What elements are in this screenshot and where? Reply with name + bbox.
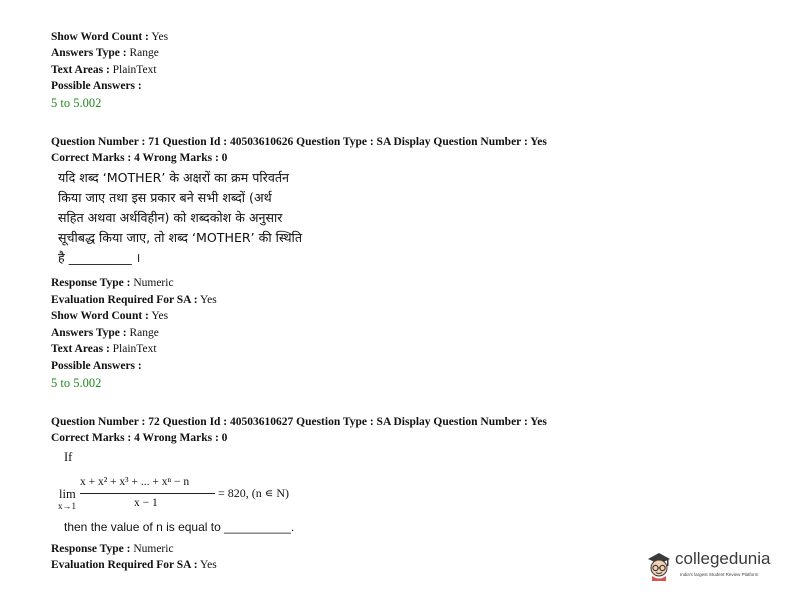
text-areas-row xyxy=(51,63,157,77)
q71-text-line-4: सूचीबद्ध किया जाए, तो शब्द ‘MOTHER’ की स्थिति xyxy=(58,230,302,245)
logo-name: collegedunia xyxy=(675,549,771,568)
field-label: Show Word Count : xyxy=(51,310,149,322)
answers-type-row xyxy=(51,326,159,340)
field-value: PlainText xyxy=(112,343,157,355)
equation-rhs: = 820, (n ∊ N) xyxy=(218,486,290,500)
show-word-count-row xyxy=(51,309,168,323)
limit-subscript: x→1 xyxy=(58,501,76,511)
answers-type-row xyxy=(51,46,159,60)
fraction-denominator: x − 1 xyxy=(134,497,158,509)
question-71-header xyxy=(51,135,547,149)
possible-answers-value: 5 to 5.002 xyxy=(51,376,102,390)
question-72-marks xyxy=(51,431,227,445)
field-value: Yes xyxy=(200,294,217,306)
possible-answers-row xyxy=(51,79,142,93)
possible-answers-row xyxy=(51,359,142,373)
field-label: Evaluation Required For SA : xyxy=(51,294,198,306)
q71-text-line-1: यदि शब्द ‘MOTHER’ के अक्षरों का क्रम परिवर्तन xyxy=(58,170,289,185)
q71-text-line-5: है __________ । xyxy=(58,250,141,265)
field-label: Text Areas : xyxy=(51,343,110,355)
show-word-count-row xyxy=(51,30,168,44)
question-71-marks xyxy=(51,151,227,165)
field-label: Possible Answers : xyxy=(51,80,142,92)
field-label: Possible Answers : xyxy=(51,360,142,372)
field-label: Response Type : xyxy=(51,543,131,555)
field-value: Yes xyxy=(151,310,169,322)
response-type-row xyxy=(51,542,174,556)
marks-text: Correct Marks : 4 Wrong Marks : 0 xyxy=(51,152,228,164)
field-value: Numeric xyxy=(133,277,174,289)
field-value: PlainText xyxy=(112,64,157,76)
evaluation-required-row xyxy=(51,293,217,307)
field-label: Show Word Count : xyxy=(51,31,149,43)
logo-tagline: India's largest Student Review Platform xyxy=(680,572,759,577)
field-label: Text Areas : xyxy=(51,64,110,76)
field-value: Range xyxy=(129,47,159,59)
field-value: Yes xyxy=(200,559,217,571)
fraction-bar xyxy=(80,493,215,494)
q71-text-line-2: किया जाए तथा इस प्रकार बने सभी शब्दों (अर्थ xyxy=(58,190,272,205)
evaluation-required-row xyxy=(51,558,217,572)
fraction-numerator: x + x² + x³ + ... + xⁿ − n xyxy=(80,476,190,488)
field-value: Numeric xyxy=(133,543,174,555)
question-header-text: Question Number : 71 Question Id : 40503610626 Question Type : SA Display Question Number : Yes xyxy=(51,136,547,148)
question-72-header xyxy=(51,415,547,429)
field-label: Evaluation Required For SA : xyxy=(51,559,198,571)
q71-text-line-3: सहित अथवा अर्थविहीन) को शब्दकोश के अनुसार xyxy=(58,210,283,225)
question-header-text: Question Number : 72 Question Id : 40503610627 Question Type : SA Display Question Number : Yes xyxy=(51,416,547,428)
text-areas-row xyxy=(51,342,157,356)
response-type-row xyxy=(51,276,174,290)
q72-if-text: If xyxy=(64,450,73,464)
field-value: Range xyxy=(129,327,159,339)
possible-answers-value: 5 to 5.002 xyxy=(51,96,102,110)
student-avatar-icon xyxy=(644,547,674,581)
field-label: Response Type : xyxy=(51,277,131,289)
q72-then-text: then the value of n is equal to __________. xyxy=(64,520,295,534)
limit-symbol: lim xyxy=(59,487,76,501)
marks-text: Correct Marks : 4 Wrong Marks : 0 xyxy=(51,432,228,444)
field-label: Answers Type : xyxy=(51,47,127,59)
field-label: Answers Type : xyxy=(51,327,127,339)
field-value: Yes xyxy=(151,31,169,43)
